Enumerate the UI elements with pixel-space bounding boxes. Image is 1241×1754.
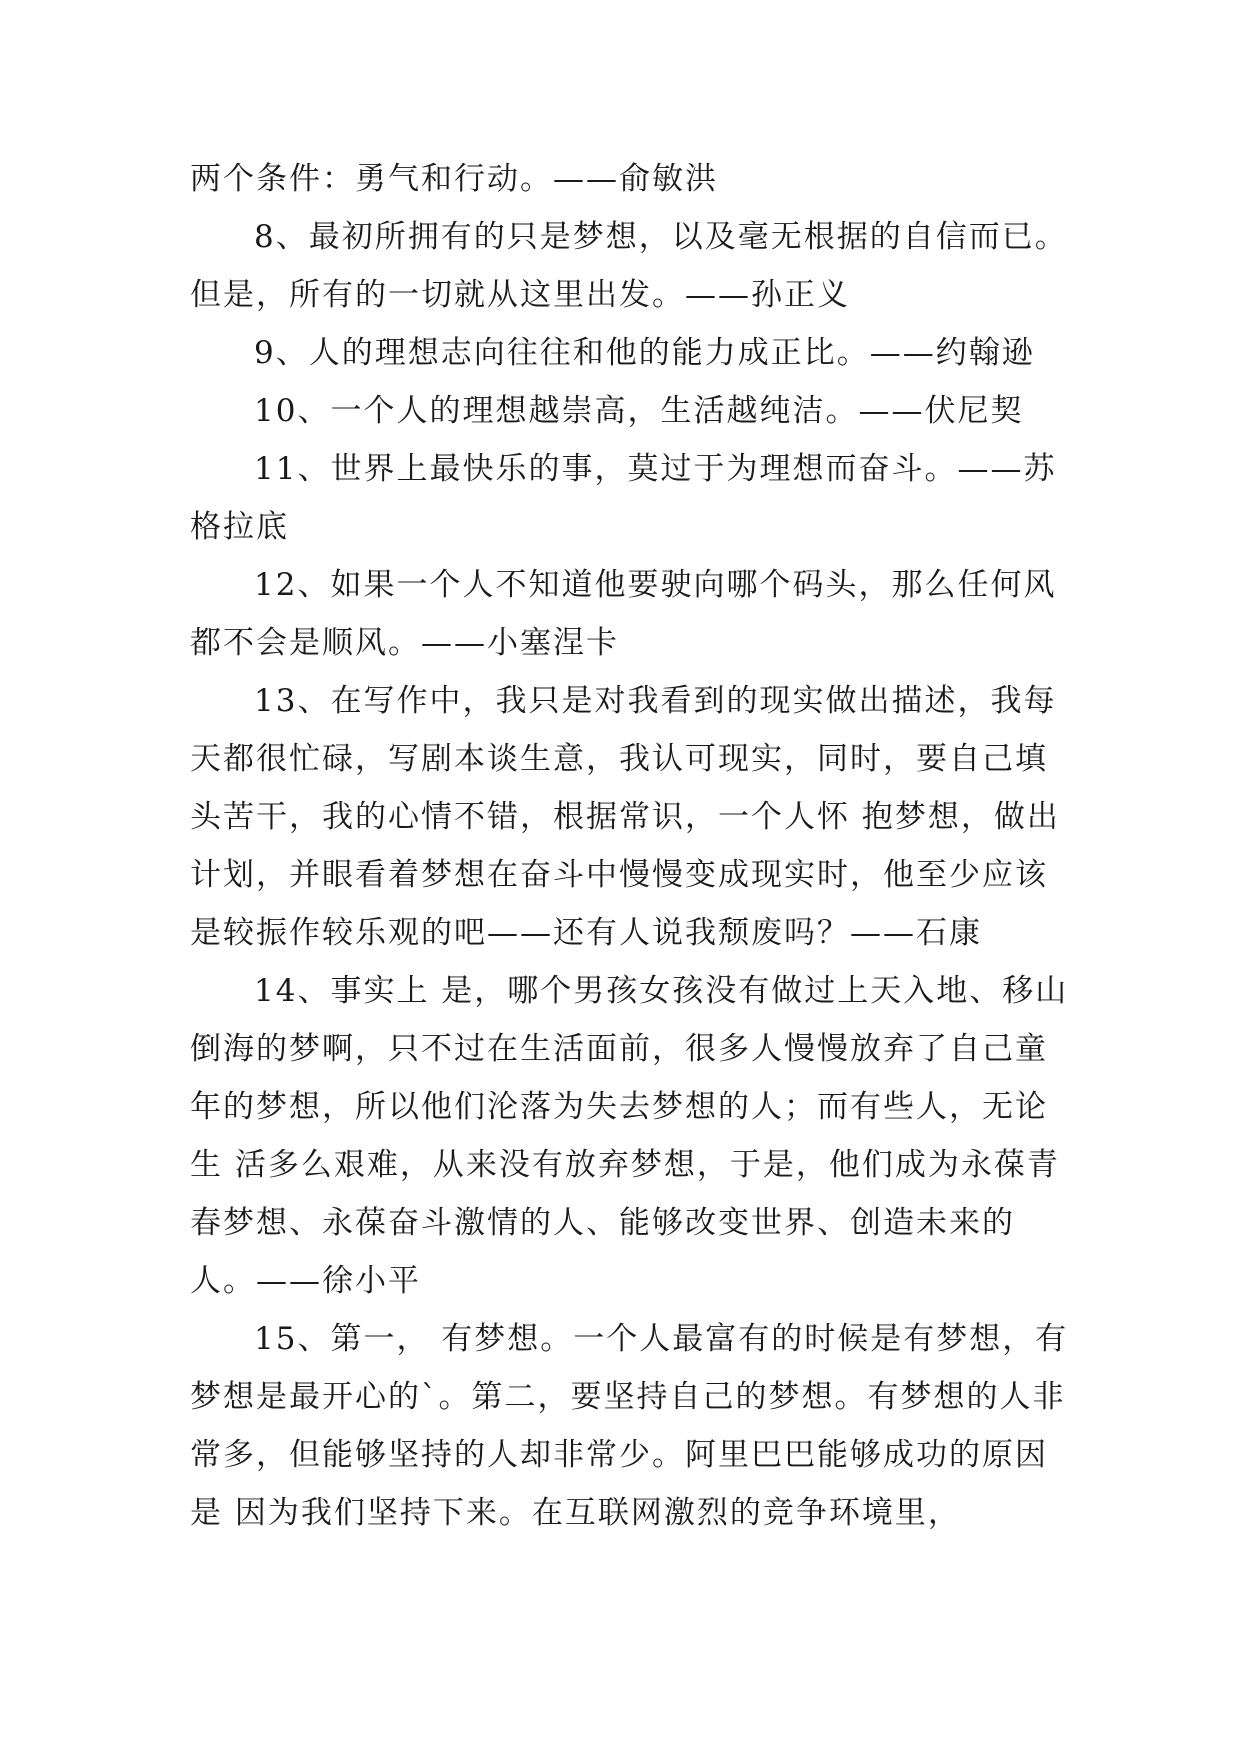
paragraph-quote-11: 11、世界上最快乐的事，莫过于为理想而奋斗。——苏格拉底	[190, 451, 1057, 545]
paragraph-quote-9: 9、人的理想志向往往和他的能力成正比。——约翰逊	[254, 335, 1035, 371]
paragraph-quote-7-ending: 两个条件：勇气和行动。——俞敏洪	[190, 161, 718, 197]
paragraph-quote-15: 15、第一， 有梦想。一个人最富有的时候是有梦想，有梦想是最开心的`。第二，要坚持自己的梦想。有梦想的人非常多，但能够坚持的人却非常少。阿里巴巴能够成功的原因是 因为我们坚持下来。在互联网激烈的竞争环境里，	[190, 1321, 1069, 1531]
paragraph-quote-14: 14、事实上 是，哪个男孩女孩没有做过上天入地、移山倒海的梦啊，只不过在生活面前，很多人慢慢放弃了自己童年的梦想，所以他们沦落为失去梦想的人；而有些人，无论生 活多么艰难，从来没有放弃梦想，于是，他们成为永葆青春梦想、永葆奋斗激情的人、能够改变世界、创造未来的人。——徐小平	[190, 973, 1069, 1299]
paragraph-quote-12: 12、如果一个人不知道他要驶向哪个码头，那么任何风都不会是顺风。——小塞涅卡	[190, 567, 1057, 661]
paragraph-quote-8: 8、最初所拥有的只是梦想，以及毫无根据的自信而已。但是，所有的一切就从这里出发。——孙正义	[190, 219, 1068, 313]
document-body	[190, 150, 1080, 1542]
paragraph-quote-13: 13、在写作中，我只是对我看到的现实做出描述，我每天都很忙碌，写剧本谈生意，我认可现实，同时，要自己填头苦干，我的心情不错，根据常识，一个人怀 抱梦想，做出计划，并眼看着梦想在奋斗中慢慢变成现实时，他至少应该是较振作较乐观的吧——还有人说我颓废吗？——石康	[190, 683, 1060, 951]
paragraph-quote-10: 10、一个人的理想越崇高，生活越纯洁。——伏尼契	[254, 393, 1024, 429]
